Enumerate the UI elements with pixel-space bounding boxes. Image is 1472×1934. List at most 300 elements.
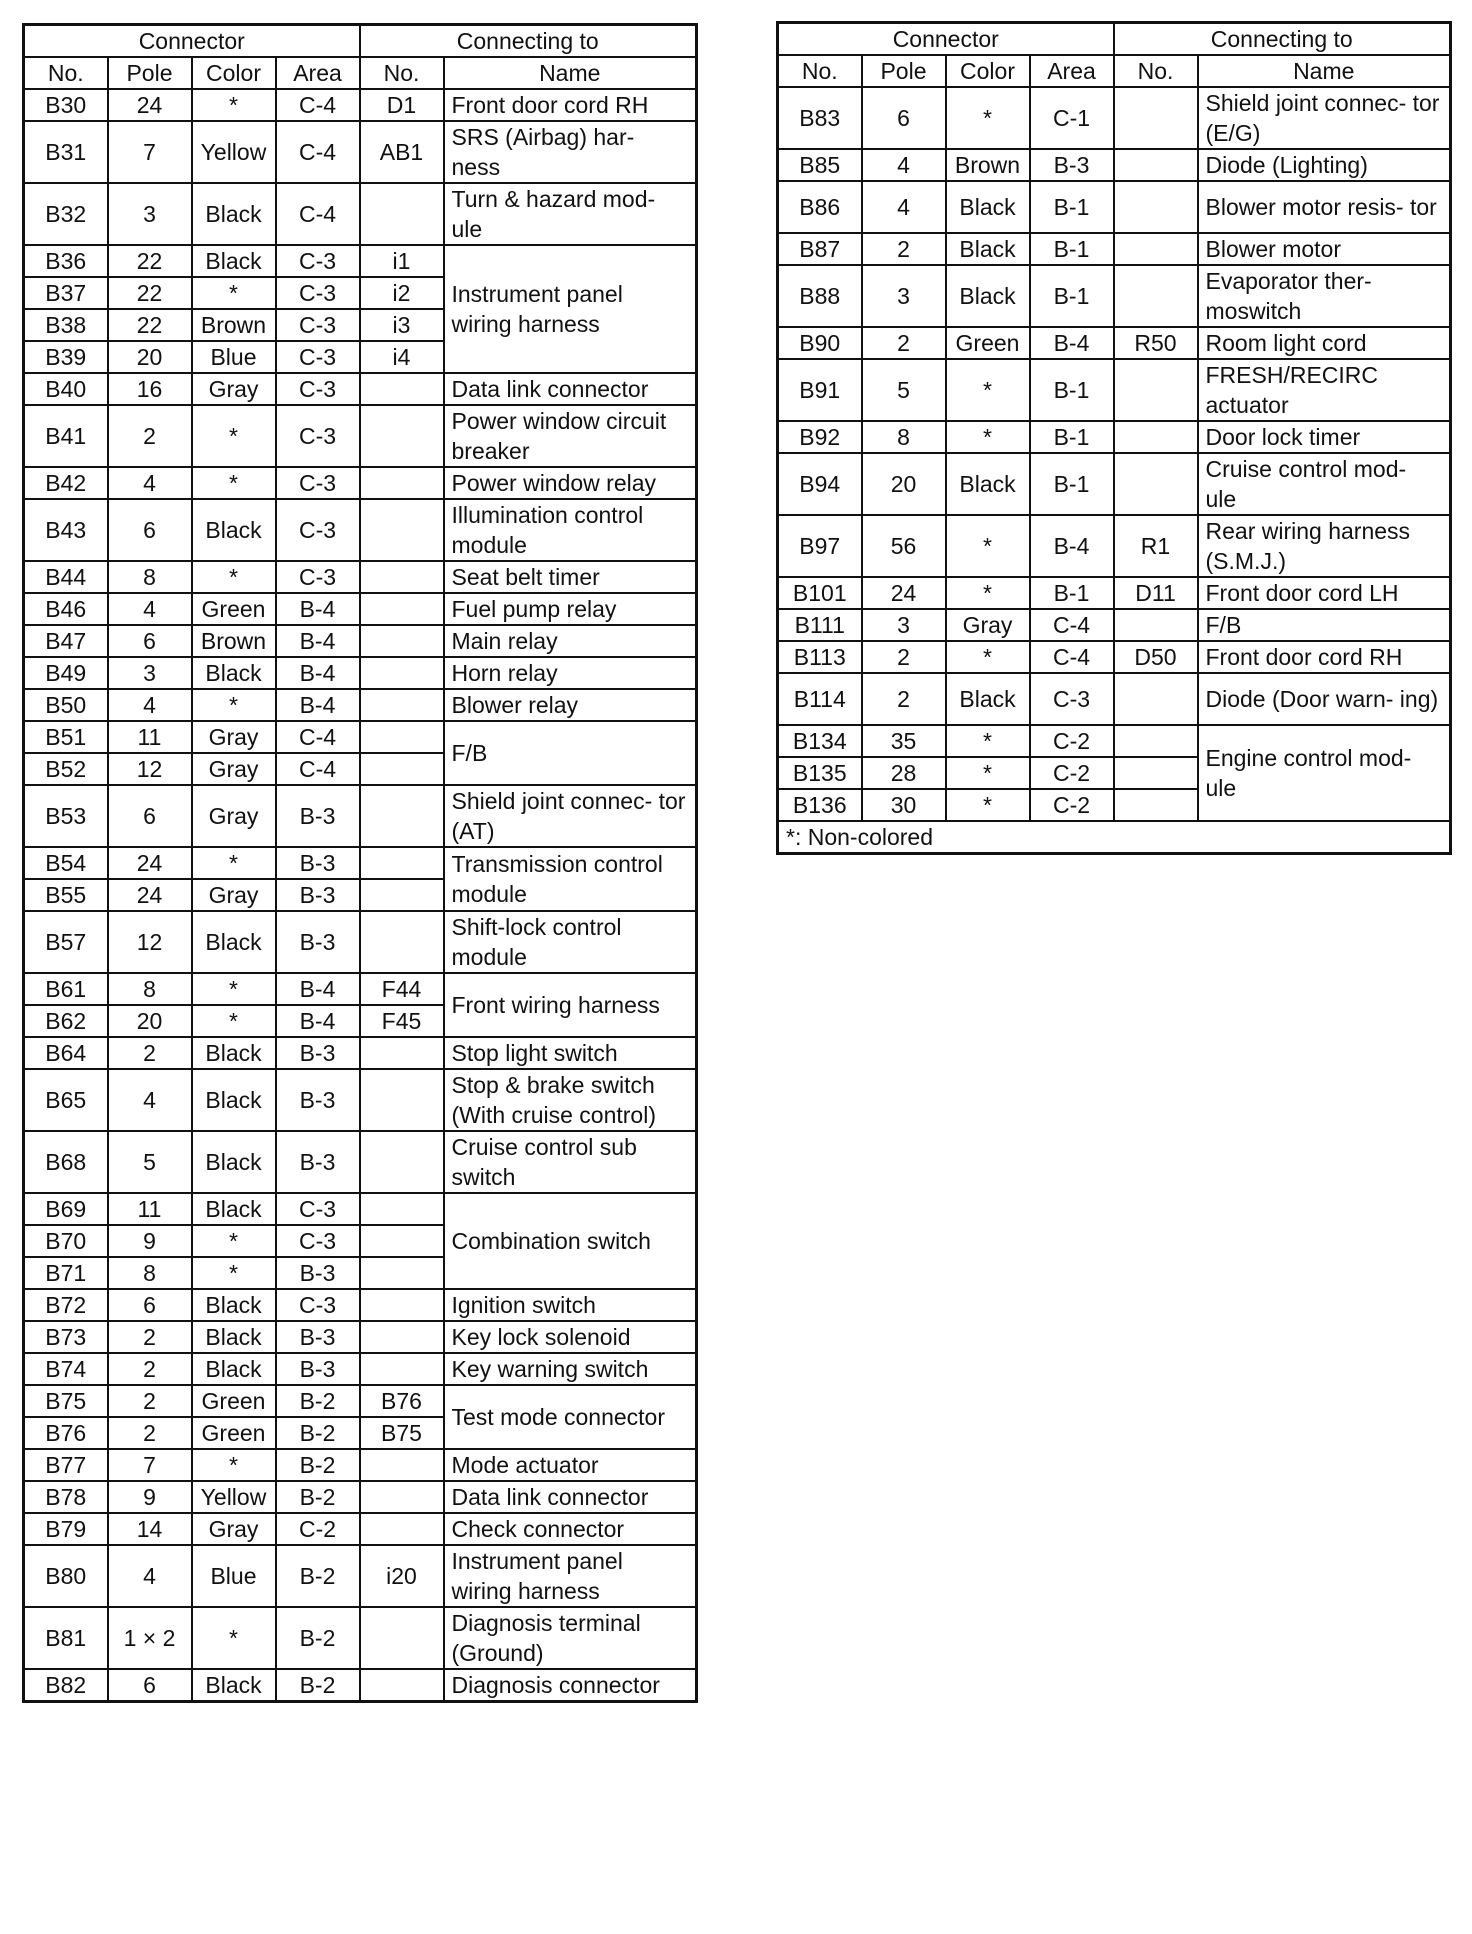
cell-color: * <box>192 1607 276 1669</box>
cell-no: B97 <box>778 515 862 577</box>
cell-cno <box>360 1353 444 1385</box>
cell-area: B-3 <box>1030 149 1114 181</box>
cell-pole: 12 <box>108 911 192 973</box>
cell-no: B75 <box>24 1385 108 1417</box>
cell-cno <box>360 657 444 689</box>
cell-no: B47 <box>24 625 108 657</box>
cell-name: Data link connector <box>444 373 697 405</box>
cell-name: Ignition switch <box>444 1289 697 1321</box>
cell-pole: 2 <box>862 641 946 673</box>
table-row <box>24 785 697 847</box>
cell-pole: 3 <box>862 609 946 641</box>
cell-area: B-2 <box>276 1417 360 1449</box>
cell-cno: R1 <box>1114 515 1198 577</box>
cell-cno <box>360 879 444 911</box>
cell-no: B53 <box>24 785 108 847</box>
cell-cno <box>1114 789 1198 821</box>
cell-no: B62 <box>24 1005 108 1037</box>
cell-color: * <box>192 1257 276 1289</box>
cell-name: Cruise control mod- ule <box>1198 453 1451 515</box>
cell-cno: B76 <box>360 1385 444 1417</box>
cell-color: Brown <box>192 309 276 341</box>
cell-cno: D11 <box>1114 577 1198 609</box>
cell-pole: 8 <box>108 973 192 1005</box>
cell-name: Fuel pump relay <box>444 593 697 625</box>
cell-no: B70 <box>24 1225 108 1257</box>
cell-cno: i3 <box>360 309 444 341</box>
cell-no: B85 <box>778 149 862 181</box>
header-connector: Connector <box>778 23 1114 56</box>
table-row <box>778 233 1451 265</box>
cell-color: Blue <box>192 1545 276 1607</box>
footnote: *: Non-colored <box>778 821 1451 854</box>
cell-no: B65 <box>24 1069 108 1131</box>
cell-pole: 2 <box>862 327 946 359</box>
cell-name: Transmission control module <box>444 847 697 911</box>
cell-area: C-4 <box>276 89 360 121</box>
table-row <box>778 609 1451 641</box>
cell-no: B114 <box>778 673 862 725</box>
cell-no: B51 <box>24 721 108 753</box>
table-row <box>778 421 1451 453</box>
cell-no: B72 <box>24 1289 108 1321</box>
cell-color: Gray <box>192 721 276 753</box>
cell-color: * <box>192 847 276 879</box>
cell-area: B-2 <box>276 1449 360 1481</box>
cell-area: C-2 <box>1030 757 1114 789</box>
header-pole: Pole <box>862 55 946 87</box>
cell-no: B68 <box>24 1131 108 1193</box>
cell-area: C-4 <box>276 121 360 183</box>
cell-no: B136 <box>778 789 862 821</box>
cell-color: * <box>192 689 276 721</box>
cell-name: Shift-lock control module <box>444 911 697 973</box>
cell-cno: i1 <box>360 245 444 277</box>
cell-no: B44 <box>24 561 108 593</box>
cell-no: B69 <box>24 1193 108 1225</box>
cell-area: C-3 <box>276 309 360 341</box>
table-row <box>24 1321 697 1353</box>
cell-color: Black <box>946 233 1030 265</box>
cell-area: B-3 <box>276 785 360 847</box>
cell-name: Engine control mod- ule <box>1198 725 1451 821</box>
cell-pole: 16 <box>108 373 192 405</box>
cell-no: B92 <box>778 421 862 453</box>
cell-area: C-3 <box>276 405 360 467</box>
cell-cno <box>1114 265 1198 327</box>
cell-name: Power window relay <box>444 467 697 499</box>
cell-area: C-3 <box>276 1289 360 1321</box>
cell-color: * <box>192 561 276 593</box>
cell-area: B-1 <box>1030 359 1114 421</box>
connector-table-left <box>22 23 698 1703</box>
cell-color: * <box>192 405 276 467</box>
cell-area: C-4 <box>276 183 360 245</box>
cell-area: B-4 <box>276 657 360 689</box>
cell-pole: 6 <box>108 1289 192 1321</box>
cell-no: B76 <box>24 1417 108 1449</box>
cell-cno <box>1114 233 1198 265</box>
cell-cno <box>360 689 444 721</box>
cell-pole: 11 <box>108 1193 192 1225</box>
table-row <box>24 1545 697 1607</box>
cell-cno <box>360 1513 444 1545</box>
header-name: Name <box>1198 55 1451 87</box>
cell-cno <box>360 625 444 657</box>
table-row <box>24 911 697 973</box>
cell-color: * <box>192 89 276 121</box>
cell-area: B-3 <box>276 1037 360 1069</box>
cell-cno: B75 <box>360 1417 444 1449</box>
cell-cno <box>1114 673 1198 725</box>
header-connecting-to: Connecting to <box>1114 23 1451 56</box>
cell-pole: 14 <box>108 1513 192 1545</box>
cell-cno: D1 <box>360 89 444 121</box>
cell-no: B77 <box>24 1449 108 1481</box>
cell-name: Stop & brake switch (With cruise control) <box>444 1069 697 1131</box>
cell-no: B39 <box>24 341 108 373</box>
cell-color: Black <box>192 1289 276 1321</box>
cell-no: B87 <box>778 233 862 265</box>
header-connecting-to: Connecting to <box>360 25 697 58</box>
cell-cno <box>1114 87 1198 149</box>
cell-cno <box>360 1289 444 1321</box>
cell-pole: 56 <box>862 515 946 577</box>
cell-no: B41 <box>24 405 108 467</box>
cell-name: Blower relay <box>444 689 697 721</box>
cell-area: B-3 <box>276 911 360 973</box>
cell-name: Room light cord <box>1198 327 1451 359</box>
table-row <box>24 847 697 879</box>
table-row <box>24 1037 697 1069</box>
cell-no: B83 <box>778 87 862 149</box>
cell-name: Instrument panel wiring harness <box>444 1545 697 1607</box>
cell-color: Blue <box>192 341 276 373</box>
cell-area: B-2 <box>276 1669 360 1702</box>
cell-cno <box>1114 757 1198 789</box>
table-row <box>24 1289 697 1321</box>
table-row <box>778 641 1451 673</box>
cell-pole: 4 <box>108 1545 192 1607</box>
cell-color: Brown <box>192 625 276 657</box>
cell-cno: i2 <box>360 277 444 309</box>
cell-cno <box>360 1069 444 1131</box>
cell-name: Door lock timer <box>1198 421 1451 453</box>
cell-pole: 9 <box>108 1225 192 1257</box>
cell-area: C-3 <box>276 341 360 373</box>
cell-no: B43 <box>24 499 108 561</box>
table-row <box>24 973 697 1005</box>
table-row <box>24 405 697 467</box>
cell-pole: 22 <box>108 245 192 277</box>
table-row <box>24 657 697 689</box>
cell-color: Black <box>192 1131 276 1193</box>
cell-area: C-3 <box>276 373 360 405</box>
cell-name: Diagnosis connector <box>444 1669 697 1702</box>
header-color: Color <box>946 55 1030 87</box>
table-row <box>24 593 697 625</box>
cell-pole: 3 <box>108 657 192 689</box>
cell-cno <box>1114 421 1198 453</box>
cell-cno <box>360 593 444 625</box>
cell-pole: 20 <box>108 1005 192 1037</box>
table-row <box>778 87 1451 149</box>
cell-no: B54 <box>24 847 108 879</box>
cell-cno: R50 <box>1114 327 1198 359</box>
cell-name: F/B <box>1198 609 1451 641</box>
cell-pole: 6 <box>108 785 192 847</box>
cell-pole: 7 <box>108 1449 192 1481</box>
cell-name: Horn relay <box>444 657 697 689</box>
cell-area: C-3 <box>276 561 360 593</box>
cell-no: B50 <box>24 689 108 721</box>
cell-area: B-3 <box>276 847 360 879</box>
cell-color: * <box>946 757 1030 789</box>
cell-no: B86 <box>778 181 862 233</box>
cell-area: C-3 <box>276 499 360 561</box>
cell-area: B-3 <box>276 1069 360 1131</box>
header-connector: Connector <box>24 25 360 58</box>
cell-name: FRESH/RECIRC actuator <box>1198 359 1451 421</box>
cell-no: B40 <box>24 373 108 405</box>
cell-pole: 4 <box>108 467 192 499</box>
cell-pole: 35 <box>862 725 946 757</box>
cell-color: * <box>192 467 276 499</box>
cell-pole: 24 <box>108 879 192 911</box>
cell-no: B57 <box>24 911 108 973</box>
table-row <box>778 265 1451 327</box>
cell-no: B61 <box>24 973 108 1005</box>
cell-cno <box>1114 453 1198 515</box>
cell-color: Black <box>946 453 1030 515</box>
table-row <box>24 689 697 721</box>
cell-color: Gray <box>192 785 276 847</box>
cell-cno <box>1114 149 1198 181</box>
header-no: No. <box>24 57 108 89</box>
header-area: Area <box>1030 55 1114 87</box>
cell-no: B31 <box>24 121 108 183</box>
cell-pole: 5 <box>108 1131 192 1193</box>
cell-area: B-2 <box>276 1385 360 1417</box>
cell-color: Gray <box>946 609 1030 641</box>
table-row <box>24 1449 697 1481</box>
cell-pole: 2 <box>108 1037 192 1069</box>
cell-pole: 24 <box>108 847 192 879</box>
cell-no: B73 <box>24 1321 108 1353</box>
cell-cno <box>360 911 444 973</box>
cell-pole: 2 <box>108 1385 192 1417</box>
cell-cno <box>360 1607 444 1669</box>
cell-color: Gray <box>192 373 276 405</box>
cell-cno <box>360 1669 444 1702</box>
cell-area: C-3 <box>276 1225 360 1257</box>
cell-name: Front door cord RH <box>1198 641 1451 673</box>
cell-cno <box>360 1481 444 1513</box>
cell-name: Mode actuator <box>444 1449 697 1481</box>
cell-area: B-4 <box>276 1005 360 1037</box>
cell-pole: 12 <box>108 753 192 785</box>
cell-no: B78 <box>24 1481 108 1513</box>
cell-cno <box>360 1257 444 1289</box>
cell-area: B-1 <box>1030 233 1114 265</box>
cell-area: B-2 <box>276 1607 360 1669</box>
cell-name: Turn & hazard mod- ule <box>444 183 697 245</box>
cell-pole: 4 <box>862 181 946 233</box>
cell-cno <box>360 1193 444 1225</box>
cell-cno <box>1114 609 1198 641</box>
cell-color: Green <box>192 593 276 625</box>
cell-pole: 2 <box>862 233 946 265</box>
cell-color: Green <box>192 1417 276 1449</box>
table-row <box>24 721 697 753</box>
cell-pole: 9 <box>108 1481 192 1513</box>
cell-no: B42 <box>24 467 108 499</box>
cell-color: * <box>946 421 1030 453</box>
header-name: Name <box>444 57 697 89</box>
cell-color: Black <box>192 245 276 277</box>
cell-area: B-1 <box>1030 421 1114 453</box>
cell-name: Blower motor <box>1198 233 1451 265</box>
cell-name: Key lock solenoid <box>444 1321 697 1353</box>
cell-area: B-3 <box>276 1353 360 1385</box>
cell-area: C-4 <box>276 753 360 785</box>
cell-name: F/B <box>444 721 697 785</box>
cell-color: Gray <box>192 753 276 785</box>
cell-name: Diode (Lighting) <box>1198 149 1451 181</box>
cell-pole: 8 <box>862 421 946 453</box>
table-row <box>24 1353 697 1385</box>
cell-area: B-1 <box>1030 453 1114 515</box>
cell-color: Black <box>192 1193 276 1225</box>
cell-name: Shield joint connec- tor (E/G) <box>1198 87 1451 149</box>
cell-area: C-2 <box>1030 725 1114 757</box>
cell-name: Rear wiring harness (S.M.J.) <box>1198 515 1451 577</box>
header-color: Color <box>192 57 276 89</box>
table-row <box>778 453 1451 515</box>
cell-no: B111 <box>778 609 862 641</box>
cell-color: Green <box>946 327 1030 359</box>
cell-pole: 24 <box>108 89 192 121</box>
cell-pole: 4 <box>108 1069 192 1131</box>
cell-cno <box>360 1131 444 1193</box>
cell-color: * <box>946 725 1030 757</box>
cell-no: B30 <box>24 89 108 121</box>
cell-pole: 6 <box>108 1669 192 1702</box>
cell-name: Front door cord RH <box>444 89 697 121</box>
table-row <box>24 245 697 277</box>
cell-cno <box>360 721 444 753</box>
cell-no: B52 <box>24 753 108 785</box>
cell-name: Main relay <box>444 625 697 657</box>
table-row <box>24 625 697 657</box>
cell-cno <box>360 405 444 467</box>
cell-no: B49 <box>24 657 108 689</box>
header-pole: Pole <box>108 57 192 89</box>
cell-no: B82 <box>24 1669 108 1702</box>
cell-color: Green <box>192 1385 276 1417</box>
cell-pole: 3 <box>862 265 946 327</box>
cell-pole: 2 <box>862 673 946 725</box>
cell-pole: 22 <box>108 309 192 341</box>
cell-no: B46 <box>24 593 108 625</box>
cell-area: C-3 <box>276 467 360 499</box>
cell-area: B-1 <box>1030 577 1114 609</box>
cell-pole: 5 <box>862 359 946 421</box>
table-row <box>778 515 1451 577</box>
cell-color: * <box>946 359 1030 421</box>
cell-no: B36 <box>24 245 108 277</box>
left-table-body <box>24 89 697 1702</box>
cell-cno <box>360 561 444 593</box>
table-row <box>24 467 697 499</box>
cell-cno <box>360 1037 444 1069</box>
cell-area: B-4 <box>276 593 360 625</box>
cell-cno: i20 <box>360 1545 444 1607</box>
cell-color: * <box>946 87 1030 149</box>
cell-pole: 20 <box>108 341 192 373</box>
cell-no: B113 <box>778 641 862 673</box>
table-row <box>778 577 1451 609</box>
cell-color: Black <box>192 183 276 245</box>
table-row <box>24 1481 697 1513</box>
table-row <box>24 121 697 183</box>
table-row <box>24 89 697 121</box>
cell-cno <box>360 183 444 245</box>
cell-name: Shield joint connec- tor (AT) <box>444 785 697 847</box>
cell-color: * <box>946 577 1030 609</box>
cell-pole: 3 <box>108 183 192 245</box>
cell-cno <box>360 373 444 405</box>
cell-pole: 4 <box>862 149 946 181</box>
cell-pole: 2 <box>108 1417 192 1449</box>
cell-area: B-2 <box>276 1481 360 1513</box>
cell-area: B-4 <box>276 689 360 721</box>
cell-color: Yellow <box>192 121 276 183</box>
cell-color: * <box>946 789 1030 821</box>
cell-no: B94 <box>778 453 862 515</box>
cell-name: Combination switch <box>444 1193 697 1289</box>
right-table-body <box>778 87 1451 821</box>
table-row <box>24 499 697 561</box>
table-row <box>24 1669 697 1702</box>
table-row <box>24 373 697 405</box>
cell-color: Black <box>192 1669 276 1702</box>
cell-pole: 1 × 2 <box>108 1607 192 1669</box>
cell-name: Key warning switch <box>444 1353 697 1385</box>
cell-name: Cruise control sub switch <box>444 1131 697 1193</box>
cell-cno <box>360 753 444 785</box>
cell-name: SRS (Airbag) har- ness <box>444 121 697 183</box>
cell-cno <box>360 1449 444 1481</box>
cell-cno: F44 <box>360 973 444 1005</box>
cell-area: B-3 <box>276 1131 360 1193</box>
cell-area: C-2 <box>276 1513 360 1545</box>
header-no: No. <box>778 55 862 87</box>
cell-cno: AB1 <box>360 121 444 183</box>
cell-area: C-3 <box>1030 673 1114 725</box>
cell-cno <box>1114 181 1198 233</box>
table-row <box>24 1513 697 1545</box>
cell-pole: 28 <box>862 757 946 789</box>
cell-name: Data link connector <box>444 1481 697 1513</box>
cell-pole: 30 <box>862 789 946 821</box>
cell-area: C-4 <box>276 721 360 753</box>
cell-cno <box>360 499 444 561</box>
cell-name: Diagnosis terminal (Ground) <box>444 1607 697 1669</box>
cell-no: B71 <box>24 1257 108 1289</box>
header-connecting-no: No. <box>360 57 444 89</box>
cell-pole: 2 <box>108 1321 192 1353</box>
